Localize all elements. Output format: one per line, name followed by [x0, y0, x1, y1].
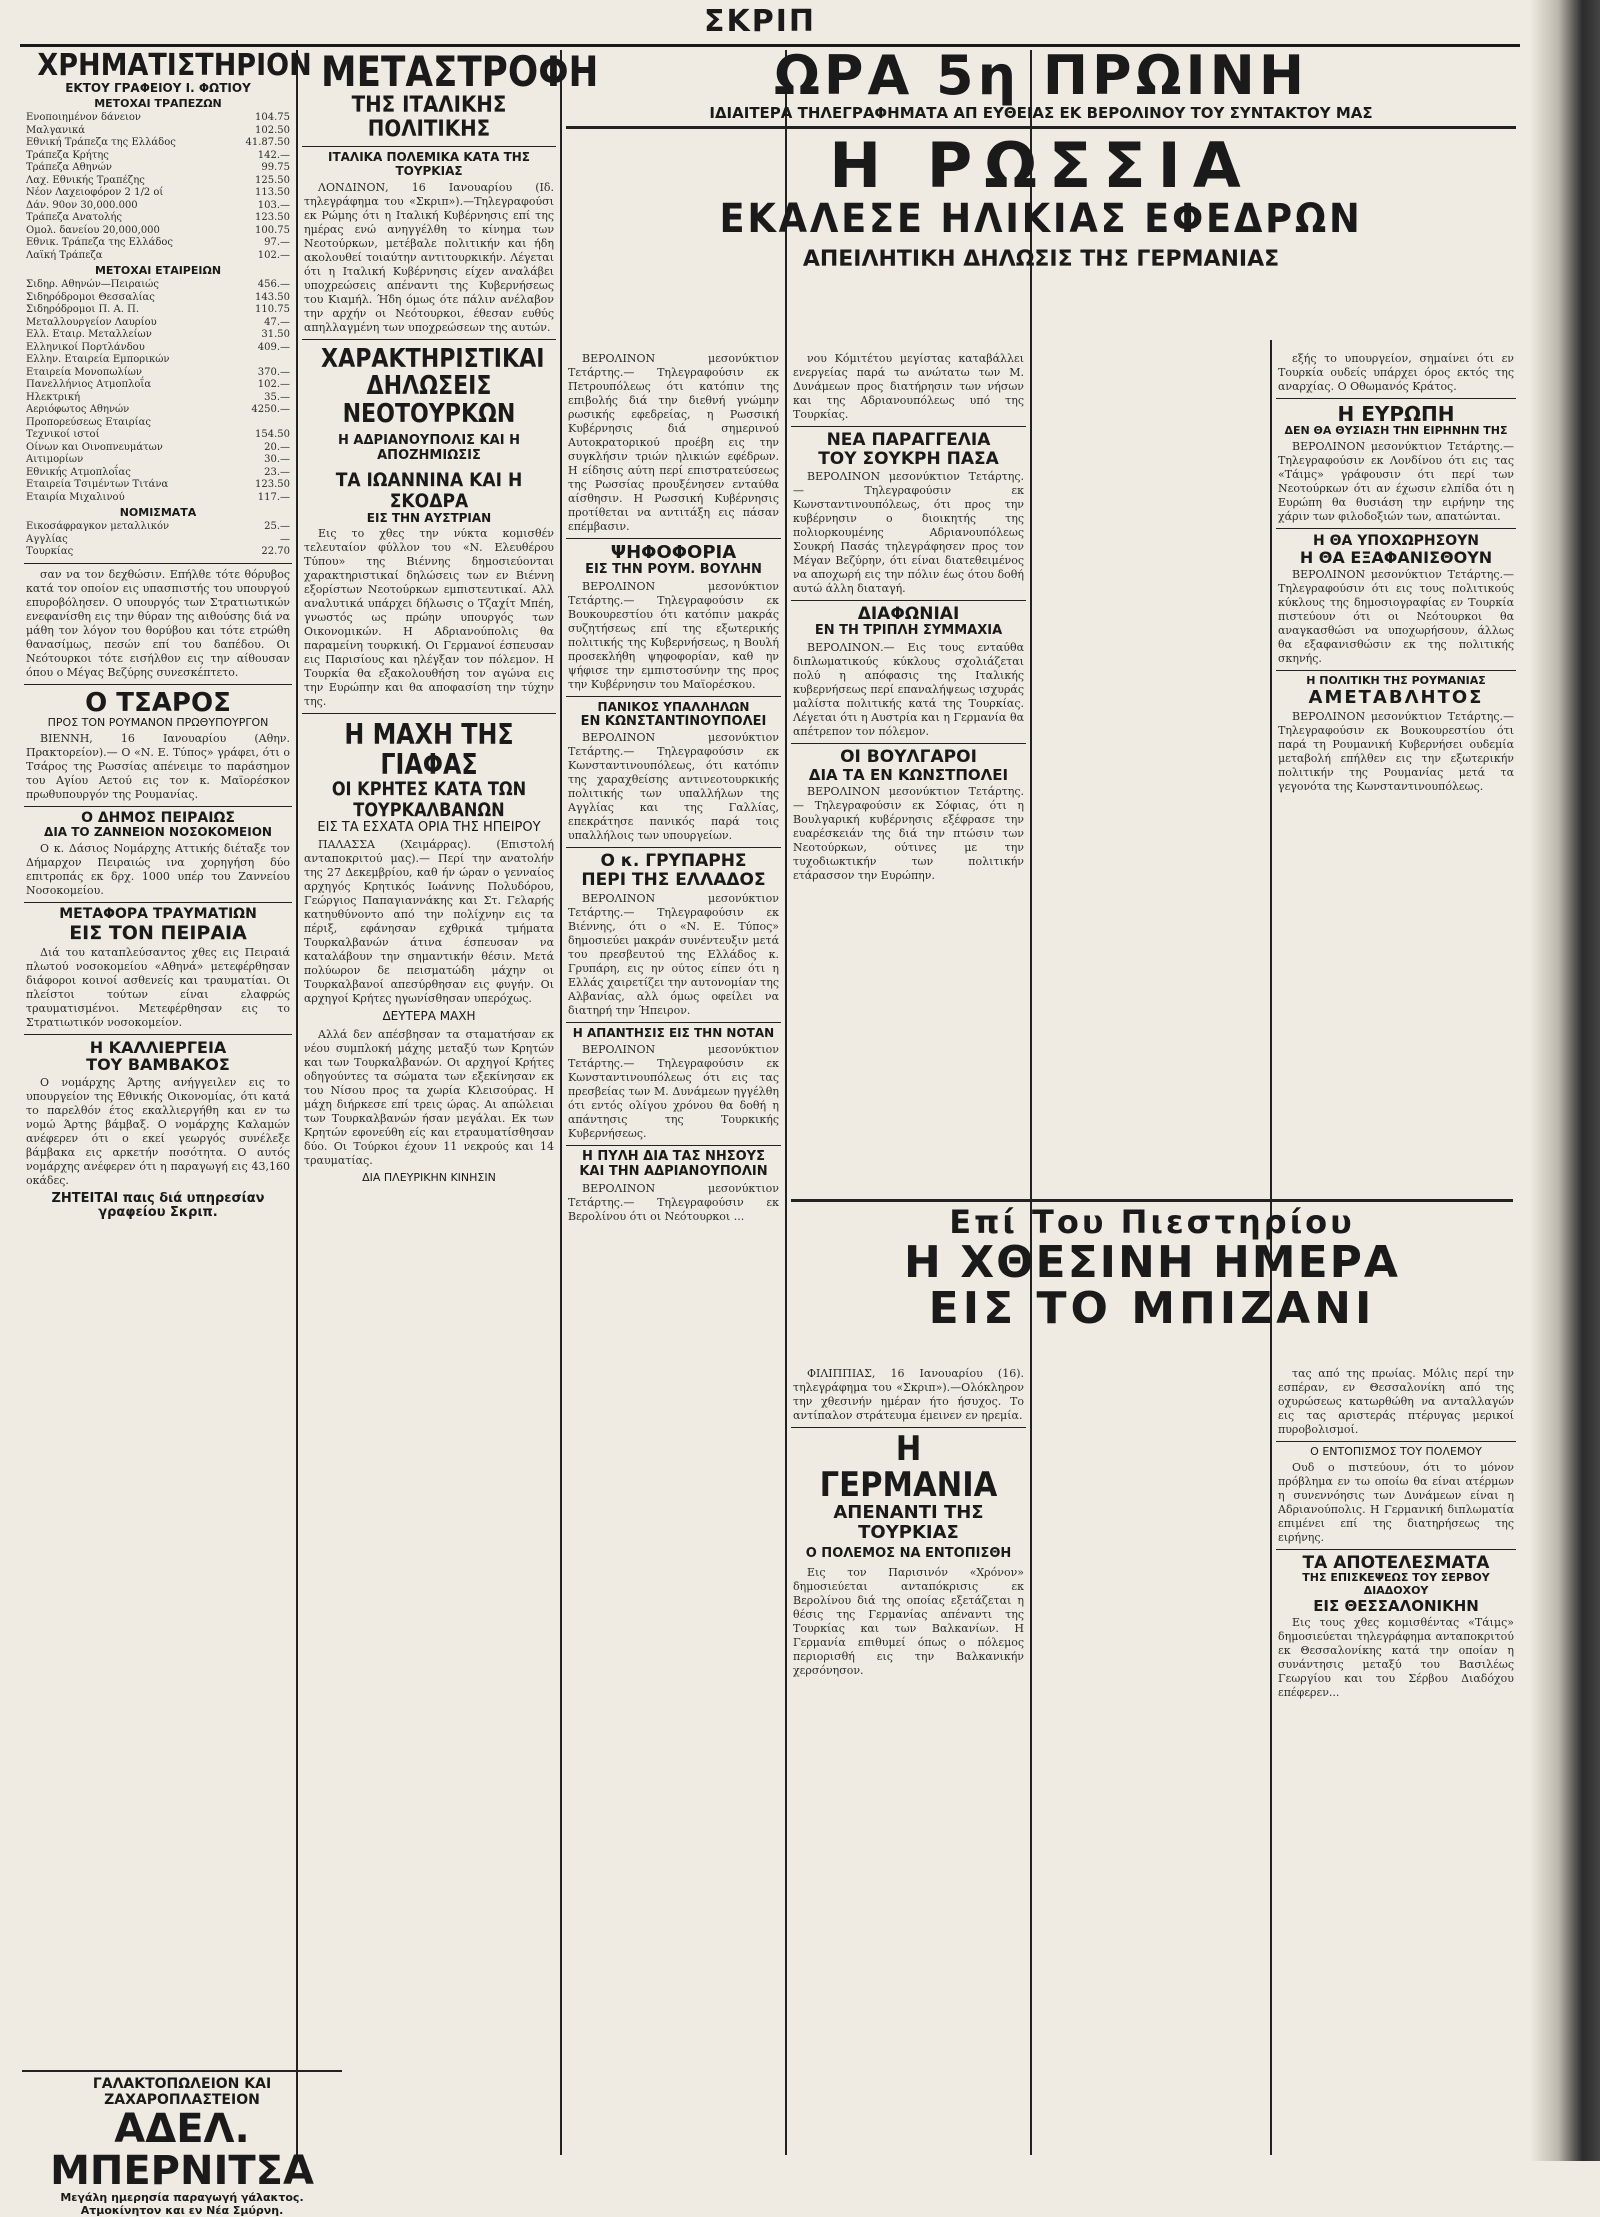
headline: ΔΙΑΦΩΝΙΑΙ [857, 604, 960, 625]
advertisement [22, 2070, 342, 2217]
stock-name: Εθνικής Ατμοπλοΐας [26, 466, 131, 478]
stock-name: Ηλεκτρική [26, 391, 81, 403]
stock-row [24, 546, 292, 559]
headline: Η ΕΥΡΩΠΗ [1337, 402, 1455, 426]
stock-name: Τεχνικοί ιστοί [26, 429, 100, 441]
ad-line: Μεγάλη ημερησία παραγωγή γάλακτος. Ατμοκίνητον και εν Νέα Σμύρνη. [60, 2191, 304, 2217]
stock-name: Σιδηρόδρομοι Θεσσαλίας [26, 291, 155, 303]
subheadline: ΕΚΑΛΕΣΕ ΗΛΙΚΙΑΣ ΕΦΕΔΡΩΝ [719, 196, 1363, 243]
column-rule [296, 50, 298, 2155]
banner-subtitle: ΙΔΙΑΙΤΕΡΑ ΤΗΛΕΓΡΑΦΗΜΑΤΑ ΑΠ ΕΥΘΕΙΑΣ ΕΚ ΒΕΡΟΛΙΝΟΥ ΤΟΥ ΣΥΝΤΑΚΤΟΥ ΜΑΣ [709, 103, 1373, 122]
headline: Η ΜΑΧΗ ΤΗΣ ΓΙΑΦΑΣ [344, 718, 514, 781]
subheadline: ΔΕΥΤΕΡΑ ΜΑΧΗ [382, 1008, 476, 1023]
headline: ΧΑΡΑΚΤΗΡΙΣΤΙΚΑΙ [321, 344, 545, 375]
headline: ΝΕΑ ΠΑΡΑΓΓΕΛΙΑ [826, 430, 991, 450]
stock-row [24, 392, 292, 405]
stock-name: Σιδηρ. Αθηνών—Πειραιώς [26, 279, 159, 291]
stock-price: 4250.— [251, 404, 290, 416]
stock-row [24, 187, 292, 200]
headline: ΜΕΤΑΣΤΡΟΦΗ [321, 47, 599, 96]
stock-title: ΧΡΗΜΑΤΙΣΤΗΡΙΟΝ [37, 48, 312, 83]
stock-price: 143.50 [255, 291, 290, 303]
stock-price: 102.— [257, 379, 290, 391]
column-rule [560, 50, 562, 2155]
subheadline: ΠΡΟΣ ΤΟΝ ΡΟΥΜΑΝΟΝ ΠΡΩΘΥΠΟΥΡΓΟΝ [47, 716, 269, 730]
stock-price: 31.50 [261, 329, 290, 341]
stock-name: Λαϊκή Τράπεζα [26, 249, 103, 261]
subheadline: ΑΜΕΤΑΒΛΗΤΟΣ [1308, 686, 1484, 708]
stock-name: Εταιρεία Μονοπωλίων [26, 366, 142, 378]
press-banner: Επί Του Πιεστηρίου [949, 1203, 1355, 1241]
article-text: ΠΑΛΑΣΣΑ (Χειμάρρας). (Επιστολή ανταποκριτού μας).— Περί την ανατολήν της 27 Δεκεμβρίου, καθ ήν ώραν ο γενναίος αρχηγός Κρητικός Ιωάννης Πολυδόρου, Γεώργιος Παπαγιαννάκης και Στ. Γελαρής κατηυθύνοντο από την πολίχνην εις τα πέριξ, εφάνησαν εχθρικά τμήματα Τουρκαλβανών άτινα έσπευσαν να καταλάβουν την σημαντικήν θέσιν. Μετά πολύωρον δε πεισματώδη μάχην οι Τουρκαλβανοί απεσύρθησαν εις φυγήν. Οι αρχηγοί Κρήτες ηγωνίσθησαν υπερόχως. [304, 837, 554, 1005]
subheadline: ΑΠΕΙΛΗΤΙΚΗ ΔΗΛΩΣΙΣ ΤΗΣ ΓΕΡΜΑΝΙΑΣ [802, 247, 1280, 273]
article-text: Ο νομάρχης Άρτης ανήγγειλεν εις το υπουργείον της Εθνικής Οικονομίας, ότι κατά το παρελθόν έτος εκαλλιεργήθη και εν τω νομώ Άρτης βάμβαξ. Ο νομάρχης Καλαμών ανέφερεν ότι ο εκεί γεωργός συνέλεξε βάμβακα εις αρκετήν ποσότητα. Ο αυτός νομάρχης ανέφερεν ότι η παραγωγή εις 43,160 οκάδες. [26, 1075, 290, 1187]
headline: Η ΓΕΡΜΑΝΙΑ [819, 1429, 998, 1505]
stock-row [24, 250, 292, 263]
article-text: Αλλά δεν απέσβησαν τα σταματήσαν εκ νέου συμπλοκή μάχης μεταξύ των Κρητών και των Τουρκαλβανών. Οι αρχηγοί Κρήτες οδηγούντες τα σώματα των εξεκίνησαν εκ του Νίσου προς τα χωρία Κλεισούρας. Η μάχη διήρκεσε επί τρεις ώρας. Αι απώλειαι των Τουρκαλβανών ήσαν μεγάλαι. Εκ των Κρητών εφονεύθη είς και ετραυματίσθησαν δύο. Οι Τούρκοι έχουν 11 νεκρούς και 14 τραυματίας. [304, 1027, 554, 1167]
stock-name: Τράπεζα Αθηνών [26, 162, 112, 174]
stock-row [24, 150, 292, 163]
stock-name: Οίνων και Οινοπνευμάτων [26, 441, 163, 453]
article-text: ΒΕΡΟΛΙΝΟΝ μεσονύκτιον Τετάρτης.— Τηλεγραφούσιν εκ Κωνσταντινουπόλεως, ότι προς την κυβέρνησιν ο διοικητής της πολιορκουμένης Αδριανουπόλεως Σουκρή Πασάς τηλεγράφησεν προς τον Μέγαν Βεζύρην, ότι είναι διατεθειμένος να αποχωρή εις την πόλιν έως ότου δοθή αυτώ άλλη διαταγή. [793, 470, 1024, 596]
classified-ad: ΖΗΤΕΙΤΑΙ παις διά υπηρεσίαν γραφείου Σκριπ. [51, 1190, 265, 1220]
subheadline: Η ΘΑ ΕΞΑΦΑΝΙΣΘΟΥΝ [1299, 547, 1493, 567]
stock-row [24, 279, 292, 292]
column-4-lower [791, 1365, 1026, 2155]
ad-line: ΓΑΛΑΚΤΟΠΩΛΕΙΟΝ ΚΑΙ ΖΑΧΑΡΟΠΛΑΣΤΕΙΟΝ [92, 2076, 272, 2109]
article-text: ΒΙΕΝΝΗ, 16 Ιανουαρίου (Αθην. Πρακτορείον).— Ο «Ν. Ε. Τύπος» γράφει, ότι ο Τσάρος της Ρωσσίας απένειμε το παράσημον του Αγίου Αετού εις τον κ. Μαϊορέσκον πρωθυπουργόν της Ρουμανίας. [26, 732, 290, 802]
article-text: Εις το χθες την νύκτα κομισθέν τελευταίον φύλλον του «Ν. Ελευθέρου Τύπου» της Βιέννης δημοσιεύονται χαρακτηριστικαί δηλώσεις των εν Βιέννη εξορίστων Νεοτούρκων εμπιστευτικαί. Αλλ αναλυτικά υπάρχει δήλωσις ο Τζαχίτ Μπέη, γνωστός ως πρώην υπουργός των Οικονομικών. Η Αδριανούπολις θα παραμείνη τουρκική. Οι Γερμανοί έσπευσαν εις Παρισίους και ηλέγξαν τον πόλεμον. Η Τουρκία θα εξακολουθήση τον αγώνα εις την Ευρώπην και θα αποφασίση την τύχην της. [304, 527, 554, 709]
subheadline: ΔΙΑ ΠΛΕΥΡΙΚΗΝ ΚΙΝΗΣΙΝ [362, 1170, 496, 1184]
article-text: τας από της πρωίας. Μόλις περί την εσπέραν, εν Θεσσαλονίκη από της οχυρώσεως κατωρθώθη να ανταλλαγών εις τας αριστεράς πτέρυγας μερικοί πυροβολισμοί. [1278, 1367, 1514, 1436]
headline: ΨΗΦΟΦΟΡΙΑ [610, 542, 737, 563]
stock-price: 113.50 [255, 187, 290, 199]
stock-name: Πανελλήνιος Ατμοπλοΐα [26, 379, 152, 391]
stock-name: Τράπεζα Κρήτης [26, 149, 109, 161]
headline: Η ΚΑΛΛΙΕΡΓΕΙΑ [89, 1037, 227, 1057]
article-text: Ουδ ο πιστεύουν, ότι το μόνον πρόβλημα εν τω οποίω θα είναι ατέρμων η συνεννόησις των Δυνάμεων είναι η Αδριανούπολις. Η Γερμανική διπλωματία επιμένει επί της διατηρήσεως της ειρήνης. [1278, 1460, 1514, 1544]
headline: Ο ΕΝΤΟΠΙΣΜΟΣ ΤΟΥ ΠΟΛΕΜΟΥ [1310, 1445, 1482, 1458]
article-text: ΛΟΝΔΙΝΟΝ, 16 Ιανουαρίου (Ιδ. τηλεγράφημα του «Σκριπ»).—Τηλεγραφούσι εκ Ρώμης ότι η Ιταλική Κυβέρνησις επί της ημέρας ενώ ανηγγέλθη το κίνημα των Νεοτούρκων, μετέβαλε πολιτικήν και ήδη ακολουθεί τοιαύτην αντιτουρκικήν. Λέγεται ότι η Ιταλική Κυβέρνησις είχεν αναλάβει υποχρεώσεις απέναντι της Κυβερνήσεως του Κιαμήλ. Ήδη όμως ότε πάλιν ανέλαβον την αρχήν οι Νεότουρκοι, έθεσαν ευθύς απηλλαγμένη των υποχρεώσεων της αυτών. [304, 181, 554, 335]
subheadline: ΕΙΣ ΤΑ ΕΣΧΑΤΑ ΟΡΙΑ ΤΗΣ ΗΠΕΙΡΟΥ [317, 819, 541, 835]
article-text: ΒΕΡΟΛΙΝΟΝ μεσονύκτιον Τετάρτης.— Τηλεγραφούσιν εκ Κωνσταντινουπόλεως ότι εις τας πρεσβείας των Μ. Δυνάμεων ηγγέλθη ότι εντός ολίγου χρόνου θα δοθή η απάντησις της Τουρκικής Κυβερνήσεως. [568, 1042, 779, 1140]
subheadline: Ο ΠΟΛΕΜΟΣ ΝΑ ΕΝΤΟΠΙΣΘΗ [805, 1545, 1012, 1561]
headline: Η ΠΟΛΙΤΙΚΗ ΤΗΣ ΡΟΥΜΑΝΙΑΣ [1306, 674, 1486, 688]
subheadline: ΤΗΣ ΕΠΙΣΚΕΨΕΩΣ ΤΟΥ ΣΕΡΒΟΥ ΔΙΑΔΟΧΟΥ [1302, 1571, 1490, 1597]
column-rule [785, 50, 787, 2155]
subheadline: ΤΟΥ ΣΟΥΚΡΗ ΠΑΣΑ [818, 448, 999, 469]
banner-title: ΩΡΑ 5η ΠΡΩΙΝΗ [773, 44, 1309, 107]
article-text: ΒΕΡΟΛΙΝΟΝ μεσονύκτιον Τετάρτης.— Τηλεγραφούσιν ότι εις τους πολιτικούς κύκλους της δημοσιογραφίας εν Τουρκία πιστεύουν ότι οι Νεότουρκοι θα αναγκασθώσι να υποχωρήσουν, άλλως θα εξαφανισθώσιν εκ της πολιτικής σκηνής. [1278, 568, 1514, 666]
column-3 [566, 350, 781, 2155]
subheadline: ΕΙΣ ΤΟΝ ΠΕΙΡΑΙΑ [69, 921, 247, 944]
stock-section-companies: ΜΕΤΟΧΑΙ ΕΤΑΙΡΕΙΩΝ [94, 264, 222, 278]
stock-price: 123.50 [255, 212, 290, 224]
stock-name: Ελλ. Εταιρ. Μεταλλείων [26, 329, 152, 341]
stock-row [24, 237, 292, 250]
headline: Ο κ. ΓΡΥΠΑΡΗΣ [600, 851, 747, 872]
stock-name: Εταιρεία Τσιμέντων Τιτάνα [26, 479, 169, 491]
article-text: νου Κόμιτέτου μεγίστας καταβάλλει ενεργείας παρά τω ανώτατω των Μ. Δυνάμεων προς διατήρησιν των νήσων και της Αδριανουπόλεως υπό της Τουρκίας. [793, 352, 1024, 421]
stock-row [24, 304, 292, 317]
column-5 [1276, 350, 1516, 1195]
subheadline: ΤΗΣ ΙΤΑΛΙΚΗΣ ΠΟΛΙΤΙΚΗΣ [351, 93, 507, 143]
article-text: Διά του καταπλεύσαντος χθες εις Πειραιά πλωτού νοσοκομείου «Αθηνά» μετεφέρθησαν διάφοροι κοινοί ασθενείς και τραυματίαι. Οι πλείστοι τούτων είναι ελαφρώς τραυματισμένοι. Μετεφέρθησαν εις το Στρατιωτικόν νοσοκομείον. [26, 945, 290, 1029]
stock-price: 23.— [264, 466, 290, 478]
stock-row [24, 442, 292, 455]
stock-row [24, 534, 292, 547]
stock-price: 370.— [257, 366, 290, 378]
headline: ΠΑΝΙΚΟΣ ΥΠΑΛΛΗΛΩΝ [597, 699, 750, 714]
stock-name: Αεριόφωτος Αθηνών [26, 404, 130, 416]
stock-table-currency [24, 521, 292, 559]
stock-section-currency: ΝΟΜΙΣΜΑΤΑ [119, 506, 197, 520]
article-text: ΒΕΡΟΛΙΝΟΝ μεσονύκτιον Τετάρτης.— Τηλεγραφούσιν εκ Λονδίνου ότι εις τας «Τάιμς» γράφουσιν ότι περί των Νεοτούρκων ότι αν έχωσιν ελπίδα ότι η Ευρώπη θα θυσιάση την ειρήνην της χάριν των φιλοδοξιών των, απατώνται. [1278, 439, 1514, 523]
stock-price: 103.— [257, 199, 290, 211]
stock-name: Τράπεζα Ανατολής [26, 212, 122, 224]
column-rule [1030, 50, 1032, 2155]
stock-name: Τουρκίας [26, 546, 74, 558]
stock-price: 25.— [264, 521, 290, 533]
stock-price: 123.50 [255, 479, 290, 491]
stock-name: Ενοποιημένον δάνειον [26, 112, 141, 124]
article-text: ΦΙΛΙΠΠΙΑΣ, 16 Ιανουαρίου (16). τηλεγράφημα του «Σκριπ»).—Ολόκληρον την χθεσινήν ημέραν ήτο ήσυχος. Το αντίπαλον στράτευμα έμεινεν εν ηρεμία. [793, 1367, 1024, 1422]
stock-row [24, 521, 292, 534]
stock-name: Αγγλίας [26, 533, 68, 545]
stock-row [24, 292, 292, 305]
stock-row [24, 379, 292, 392]
stock-row [24, 404, 292, 417]
subheadline: ΕΙΣ ΤΟ ΜΠΙΖΑΝΙ [928, 1282, 1376, 1334]
stock-row [24, 212, 292, 225]
headline: Η ΧΘΕΣΙΝΗ ΗΜΕΡΑ [904, 1236, 1400, 1288]
article-text: ΒΕΡΟΛΙΝΟΝ μεσονύκτιον Τετάρτης.— Τηλεγραφούσιν εκ Βουκουρεστίου ότι παρά τη Ρουμανική Κυβερνήσει ουδεμία μεταβολή επήλθεν εις την εξωτερικήν πολιτικήν της Ρουμανίας μετά τα γεγονότα της Κωνσταντινουπόλεως. [1278, 709, 1514, 793]
stock-price: 142.— [257, 149, 290, 161]
subheadline: ΔΙΑ ΤΟ ΖΑΝΝΕΙΟΝ ΝΟΣΟΚΟΜΕΙΟΝ [44, 825, 272, 840]
stock-name: Αιτιμορίων [26, 454, 84, 466]
stock-row [24, 417, 292, 430]
stock-price: — [280, 533, 290, 545]
headline: ΜΕΤΑΦΟΡΑ ΤΡΑΥΜΑΤΙΩΝ [59, 906, 257, 923]
stock-name: Ελληνικοί Πορτλάνδου [26, 341, 145, 353]
stock-price: 47.— [264, 316, 290, 328]
stock-subtitle: ΕΚΤΟΥ ΓΡΑΦΕΙΟΥ Ι. ΦΩΤΙΟΥ [65, 80, 251, 95]
stock-row [24, 492, 292, 505]
stock-name: Ελλην. Εταιρεία Εμπορικών [26, 354, 170, 366]
stock-row [24, 329, 292, 342]
main-banner [566, 44, 1516, 348]
article-text: ΒΕΡΟΛΙΝΟΝ μεσονύκτιον Τετάρτης.— Τηλεγραφούσιν εκ Βερολίνου ότι οι Νεότουρκοι ... [568, 1181, 779, 1223]
stock-name: Εθνικ. Τράπεζα της Ελλάδος [26, 237, 174, 249]
stock-price: 35.— [264, 391, 290, 403]
stock-price: 97.— [264, 237, 290, 249]
stock-price: 30.— [264, 454, 290, 466]
stock-price: 104.75 [255, 112, 290, 124]
headline: ΟΙ ΒΟΥΛΓΑΡΟΙ [840, 747, 977, 767]
article-text: σαν να τον δεχθώσιν. Επήλθε τότε θόρυβος κατά τον οποίον εις υπασπιστής του υπουργού επυροβόλησεν. Ο υπουργός των Στρατιωτικών ενεφανίσθη εις την θύραν της αιθούσης διά να μάθη τον λόγον του θορύβου και τότε ετρώθη θανασίμως, πεσών επί του δαπέδου. Οι Νεότουρκοι τότε εισήλθον εις την αίθουσαν όπου ο Μέγας Βεζύρης συνεσκέπτετο. [26, 567, 290, 679]
stock-name: Μεταλλουργείον Λαυρίου [26, 316, 157, 328]
stock-section-banks: ΜΕΤΟΧΑΙ ΤΡΑΠΕΖΩΝ [94, 97, 222, 111]
subheadline: ΕΝ ΚΩΝΣΤΑΝΤΙΝΟΥΠΟΛΕΙ [580, 713, 767, 729]
stock-row [24, 317, 292, 330]
stock-price: 110.75 [255, 304, 290, 316]
article-text: εξής το υπουργείον, σημαίνει ότι εν Τουρκία ουδείς υπάρχει όρος εκτός της αναρχίας. Ο Οθωμανός Κράτος. [1278, 352, 1514, 393]
stock-row [24, 225, 292, 238]
stock-price: 22.70 [261, 546, 290, 558]
article-text: Εις τους χθες κομισθέντας «Τάιμς» δημοσιεύεται τηλεγράφημα ανταποκριτού εκ Θεσσαλονίκης κατά την οποίαν η συνάντησις μεταξύ του Βασιλέως Γεωργίου και του Σέρβου Διαδόχου επέφερεν... [1278, 1616, 1514, 1700]
headline: Ο ΤΣΑΡΟΣ [85, 687, 231, 718]
subheadline: ΤΑ ΙΩΑΝΝΙΝΑ ΚΑΙ Η ΣΚΟΔΡΑ [335, 468, 523, 512]
subheadline: ΔΙΑ ΤΑ ΕΝ ΚΩΝΣΤΠΟΛΕΙ [808, 765, 1009, 784]
subheadline: ΔΕΝ ΘΑ ΘΥΣΙΑΣΗ ΤΗΝ ΕΙΡΗΝΗΝ ΤΗΣ [1284, 424, 1508, 437]
subheadline: ΚΑΙ ΤΗΝ ΑΔΡΙΑΝΟΥΠΟΛΙΝ [579, 1163, 768, 1179]
stock-name: Εικοσάφραγκον μεταλλικόν [26, 521, 170, 533]
article-text: ΒΕΡΟΛΙΝΟΝ μεσονύκτιον Τετάρτης.— Τηλεγραφούσιν εκ Βουκουρεστίου ότι κατόπιν μακράς συζητήσεως επί της εξωτερικής πολιτικής της Κυβερνήσεως, η Βουλή προσεκλήθη ψηφοφορίαν, καθ ην ψήφισε την εμπιστοσύνην της προς την Κυβέρνησιν του Μαϊορέσκου. [568, 579, 779, 691]
subheadline: ΕΝ ΤΗ ΤΡΙΠΛΗ ΣΥΜΜΑΧΙΑ [814, 623, 1003, 639]
column-5-lower [1276, 1365, 1516, 2155]
headline: Ο ΔΗΜΟΣ ΠΕΙΡΑΙΩΣ [81, 810, 235, 827]
stock-price: 100.75 [255, 224, 290, 236]
stock-row [24, 162, 292, 175]
stock-row [24, 342, 292, 355]
subheadline: ΕΙΣ ΤΗΝ ΡΟΥΜ. ΒΟΥΛΗΝ [585, 561, 762, 577]
subheadline: ΕΙΣ ΘΕΣΣΑΛΟΝΙΚΗΝ [1313, 1596, 1479, 1615]
stock-price: 41.87.50 [245, 137, 290, 149]
stock-name: Ομολ. δανείου 20,000,000 [26, 224, 160, 236]
stock-name: Εταιρία Μιχαλινού [26, 491, 125, 503]
headline-russia: Η ΡΩΣΣΙΑ [829, 128, 1253, 202]
stock-name: Μαλγανικά [26, 124, 86, 136]
ad-title: ΑΔΕΛ. ΜΠΕΡΝΙΤΣΑ [50, 2106, 314, 2195]
stock-price: 117.— [257, 491, 290, 503]
article-text: ΒΕΡΟΛΙΝΟΝ μεσονύκτιον Τετάρτης.— Τηλεγραφούσιν εκ Πετρουπόλεως ότι κατόπιν της επιβολής διά την διεθνή γνώμην ρωσικής εφεδρείας, η Ρωσσική Κυβέρνησις διά σημερινού Αυτοκρατορικού προέβη εις την συγκλήσιν τριών ηλικιών εφέδρων. Η είδησις αύτη περί επιστρατεύσεως της Ρωσσίας προυξένησεν ενταύθα αίσθησιν. Η Ρωσσική Κυβέρνησις προτίθεται να αντιτάξη εις πάσαν επέμβασιν. [568, 352, 779, 533]
column-2 [302, 47, 599, 2150]
article-text: ΒΕΡΟΛΙΝΟΝ μεσονύκτιον Τετάρτης.— Τηλεγραφούσιν εκ Σόφιας, ότι η Βουλγαρική κυβέρνησις εξέφρασε την ευαρέσκειάν της διά την πτώσιν των Νεοτούρκων, ούτινες με την τυχοδιωκτικήν των πολιτικήν ετάρασσον την Ευρώπην. [793, 785, 1024, 883]
subheadline: Η ΑΔΡΙΑΝΟΥΠΟΛΙΣ ΚΑΙ Η ΑΠΟΖΗΜΙΩΣΙΣ [338, 432, 520, 463]
stock-name: Λαχ. Εθνικής Τραπέζης [26, 174, 145, 186]
stock-name: Νέον Λαχειοφόρον 2 1/2 οί [26, 187, 164, 199]
column-1 [24, 48, 312, 2065]
stock-name: Σιδηρόδρομοι Π. Α. Π. [26, 304, 139, 316]
headline: Η ΑΠΑΝΤΗΣΙΣ ΕΙΣ ΤΗΝ ΝΟΤΑΝ [572, 1025, 775, 1040]
stock-row [24, 200, 292, 213]
stock-name: Δάν. 90ον 30,000.000 [26, 199, 138, 211]
stock-price: 20.— [264, 441, 290, 453]
page-edge-shadow [1530, 0, 1600, 2161]
subheadline: ΤΟΥ ΒΑΜΒΑΚΟΣ [86, 1055, 230, 1075]
stock-table-banks [24, 112, 292, 262]
subheadline: ΑΠΕΝΑΝΤΙ ΤΗΣ ΤΟΥΡΚΙΑΣ [833, 1502, 984, 1544]
stock-table-companies [24, 279, 292, 504]
stock-price: 125.50 [255, 174, 290, 186]
stock-row [24, 125, 292, 138]
stock-row [24, 479, 292, 492]
article-text: ΒΕΡΟΛΙΝΟΝ μεσονύκτιον Τετάρτης.— Τηλεγραφούσιν εκ Κωνσταντινουπόλεως, ότι κατόπιν της χαραχθείσης αντινεοτουρκικής πολιτικής των υπαλλήλων της Αγγλίας και της Γαλλίας, επεκράτησε πανικός παρά τοις υπαλλήλοις των υπουργείων. [568, 731, 779, 843]
article-text: Ο κ. Δάσιος Νομάρχης Αττικής διέταξε τον Δήμαρχον Πειραιώς ινα χορηγήση δύο επιτροπάς εκ δρχ. 1000 υπέρ του Ζαννείου Νοσοκομείου. [26, 842, 290, 898]
article-text: Εις τον Παρισινόν «Χρόνον» δημοσιεύεται ανταπόκρισις εκ Βερολίνου διά της οποίας εξετάζεται η θέσις της Γερμανίας απέναντι της Τουρκίας και των Βαλκανίων. Η Γερμανία επιθυμεί όπως ο πόλεμος περιορισθή εις την Βαλκανικήν χερσόνησον. [793, 1565, 1024, 1677]
article-text: ΒΕΡΟΛΙΝΟΝ.— Εις τους ενταύθα διπλωματικούς κύκλους σχολιάζεται πολύ η απόφασις της Ιταλικής κυβερνήσεως περί επαναλήψεως ισχυράς μαλίστα πολιτικής κατά της Τουρκίας. Λέγεται ότι η Αυστρία και η Γερμανία θα απέτρεπον τον πόλεμον. [793, 641, 1024, 738]
subheadline: ΕΙΣ ΤΗΝ ΑΥΣΤΡΙΑΝ [366, 510, 492, 525]
headline: ΤΑ ΑΠΟΤΕΛΕΣΜΑΤΑ [1302, 1552, 1490, 1573]
subheadline: ΙΤΑΛΙΚΑ ΠΟΛΕΜΙΚΑ ΚΑΤΑ ΤΗΣ ΤΟΥΡΚΙΑΣ [327, 150, 530, 179]
stock-price: 154.50 [255, 429, 290, 441]
stock-row [24, 112, 292, 125]
stock-price: 102.— [257, 249, 290, 261]
stock-price: 99.75 [261, 162, 290, 174]
subheadline: ΠΕΡΙ ΤΗΣ ΕΛΛΑΔΟΣ [581, 870, 766, 891]
stock-row [24, 175, 292, 188]
stock-price: 409.— [257, 341, 290, 353]
stock-row [24, 354, 292, 367]
stock-price: 456.— [257, 279, 290, 291]
stock-row [24, 467, 292, 480]
headline: Η ΠΥΛΗ ΔΙΑ ΤΑΣ ΝΗΣΟΥΣ [582, 1148, 765, 1164]
stock-row [24, 454, 292, 467]
masthead: ΣΚΡΙΠ [704, 4, 816, 39]
stock-row [24, 429, 292, 442]
press-news-block [791, 1195, 1513, 1355]
stock-row [24, 367, 292, 380]
stock-name: Προπορεύσεως Εταιρίας [26, 416, 151, 428]
stock-row [24, 137, 292, 150]
stock-price: 102.50 [255, 124, 290, 136]
article-text: ΒΕΡΟΛΙΝΟΝ μεσονύκτιον Τετάρτης.— Τηλεγραφούσιν εκ Βιέννης, ότι ο «Ν. Ε. Τύπος» δημοσιεύει μακράν συνέντευξιν μετά του πρεσβευτού της Ελλάδος κ. Γρυπάρη, εις ην ούτος είπεν ότι η Ελλάς χαιρετίζει την αυτονομίαν της Αλβανίας, αλλ όμως οφείλει να διατηρή την Ήπειρον. [568, 891, 779, 1017]
headline: Η ΘΑ ΥΠΟΧΩΡΗΣΟΥΝ [1313, 532, 1479, 549]
subheadline: ΟΙ ΚΡΗΤΕΣ ΚΑΤΑ ΤΩΝ ΤΟΥΡΚΑΛΒΑΝΩΝ [331, 778, 527, 822]
stock-name: Εθνική Τράπεζα της Ελλάδος [26, 137, 176, 149]
subheadline: ΔΗΛΩΣΕΙΣ ΝΕΟΤΟΥΡΚΩΝ [342, 371, 516, 429]
